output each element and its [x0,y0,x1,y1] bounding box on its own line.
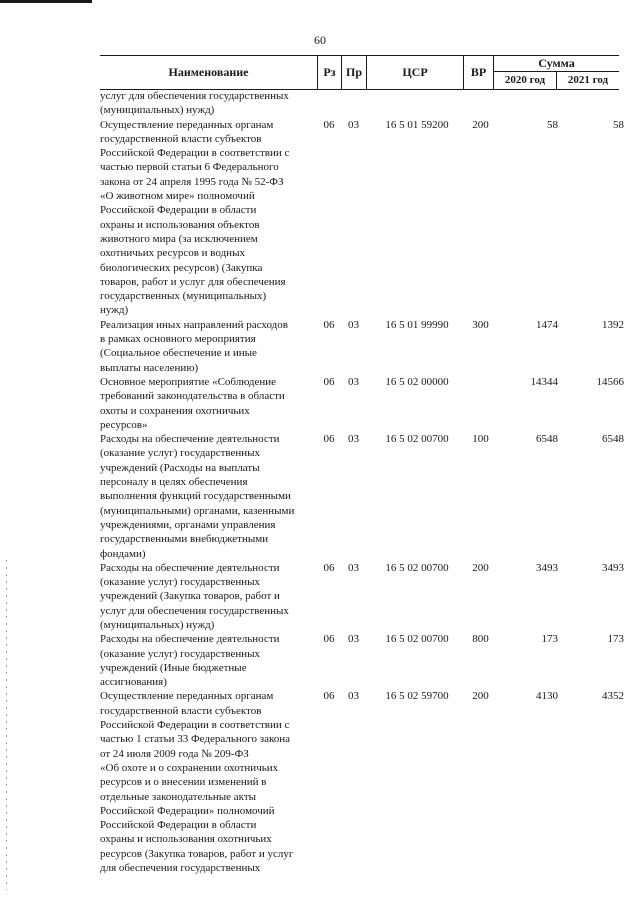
cell-2021: 58 [613,118,624,131]
name-line: нужд) [100,304,129,317]
table-row [100,89,624,118]
cell-2021: 6548 [602,433,624,446]
name-line: (оказание услуг) государственных [100,447,261,460]
name-line: ассигнования) [100,676,167,689]
name-line: закона от 24 апреля 1995 года № 52-ФЗ [100,175,284,188]
cell-csr: 16 5 02 00700 [385,433,449,446]
header-vr: ВР [463,56,493,89]
table-row [100,561,624,632]
cell-vr [468,375,493,432]
cell-vr: 300 [472,318,489,331]
cell-vr: 800 [472,633,489,646]
name-line: выплаты населению) [100,361,199,374]
name-line: государственной власти субъектов [100,132,262,145]
name-line: Российской Федерации в соответствии с [100,719,290,732]
name-line: учреждений (Расходы на выплаты [100,461,260,474]
name-line: биологических ресурсов) (Закупка [100,261,263,274]
cell-vr: 100 [472,433,489,446]
cell-pr: 03 [348,633,359,646]
name-line: Основное мероприятие «Соблюдение [100,375,277,388]
cell-name [100,118,317,318]
table-row [100,118,624,318]
cell-2021: 4352 [602,690,624,703]
cell-csr: 16 5 02 00700 [385,633,449,646]
header-sum [493,56,619,89]
header-year-2021: 2021 год [556,72,619,89]
cell-pr: 03 [348,690,359,703]
name-line: «Об охоте и о сохранении охотничьих [100,761,279,774]
cell-2021: 1392 [602,318,624,331]
name-line: товаров, работ и услуг для обеспечения [100,275,286,288]
cell-rz: 06 [323,318,335,331]
name-line: Расходы на обеспечение деятельности [100,561,280,574]
name-line: государственной власти субъектов [100,704,262,717]
name-line: Реализация иных направлений расходов [100,318,288,331]
name-line: Российской Федерации в области [100,819,257,832]
name-line: Расходы на обеспечение деятельности [100,433,280,446]
name-line: государственными внебюджетными [100,533,269,546]
name-line: учреждениями, органами управления [100,518,276,531]
name-line: «О животном мире» полномочий [100,190,255,203]
cell-vr: 200 [472,690,489,703]
header-name: Наименование [168,65,249,79]
table-row [100,318,624,375]
cell-name [100,318,317,375]
name-line: ресурсов» [100,418,148,431]
cell-csr: 16 5 01 59200 [385,118,449,131]
cell-vr: 200 [472,561,489,574]
name-line: отдельные законодательные акты [100,790,257,803]
cell-pr: 03 [348,561,359,574]
name-line: (оказание услуг) государственных [100,647,261,660]
name-line: фондами) [100,547,146,560]
name-line: услуг для обеспечения государственных [100,90,289,102]
name-line: требований законодательства в области [100,390,285,403]
cell-rz: 06 [323,561,335,574]
cell-rz [317,89,341,118]
name-line: животного мира (за исключением [100,232,258,245]
cell-name [100,89,317,118]
cell-2020: 6548 [536,433,558,446]
name-line: частью первой статьи 6 Федерального [100,161,279,174]
header-years [494,72,619,89]
cell-pr: 03 [348,375,359,388]
header-sum-label: Сумма [494,56,619,72]
name-line: Расходы на обеспечение деятельности [100,633,280,646]
name-line: (Социальное обеспечение и иные [100,347,257,360]
cell-2020: 14344 [530,375,558,388]
cell-rz: 06 [323,433,335,446]
name-line: охоты и сохранения охотничьих [100,404,250,417]
name-line: для обеспечения государственных [100,862,261,875]
cell-name [100,375,317,432]
name-line: Осуществление переданных органам [100,118,274,131]
cell-2020: 4130 [536,690,558,703]
cell-vr: 200 [472,118,489,131]
header-year-2020: 2020 год [504,74,546,86]
cell-pr: 03 [348,118,359,131]
cell-csr: 16 5 02 59700 [385,690,449,703]
cell-csr: 16 5 02 00000 [385,375,449,388]
name-line: учреждений (Иные бюджетные [100,661,247,674]
scan-mark [0,0,92,3]
name-line: в рамках основного мероприятия [100,333,256,346]
cell-csr [366,89,468,118]
name-line: Российской Федерации в соответствии с [100,147,290,160]
cell-2020: 58 [547,118,558,131]
table-body [100,89,624,875]
name-line: (оказание услуг) государственных [100,576,261,589]
cell-rz: 06 [323,118,335,131]
cell-name [100,561,317,632]
table-header [100,55,619,90]
name-line: (муниципальных) нужд) [100,104,215,117]
cell-name [100,432,317,561]
cell-pr: 03 [348,433,359,446]
cell-rz: 06 [323,375,335,388]
name-line: (муниципальными) органами, казенными [100,504,295,517]
cell-2021 [558,89,624,118]
cell-2020: 173 [541,633,558,646]
name-line: государственных (муниципальных) [100,290,267,303]
header-pr: Пр [341,56,366,89]
name-line: Осуществление переданных органам [100,690,274,703]
cell-pr: 03 [348,318,359,331]
cell-2020: 1474 [536,318,558,331]
name-line: выполнения функций государственными [100,490,291,503]
cell-2020: 3493 [536,561,558,574]
name-line: ресурсов и о внесении изменений в [100,776,267,789]
cell-rz: 06 [323,690,335,703]
name-line: учреждений (Закупка товаров, работ и [100,590,280,603]
table-row [100,632,624,689]
name-line: охраны и использования охотничьих [100,833,272,846]
cell-2021: 173 [607,633,624,646]
scan-edge-artifact [6,560,7,890]
cell-csr: 16 5 02 00700 [385,561,449,574]
name-line: охотничьих ресурсов и водных [100,247,245,260]
table-row [100,375,624,432]
name-line: (муниципальных) нужд) [100,618,215,631]
table-row [100,432,624,561]
cell-2020 [493,89,558,118]
cell-2021: 3493 [602,561,624,574]
cell-2021: 14566 [596,375,624,388]
header-csr: ЦСР [366,56,463,89]
name-line: персоналу в целях обеспечения [100,476,248,489]
cell-pr [341,89,366,118]
name-line: Российской Федерации в области [100,204,257,217]
cell-name [100,689,317,875]
header-rz: Рз [317,56,341,89]
page-number: 60 [314,33,326,47]
name-line: ресурсов (Закупка товаров, работ и услуг [100,847,294,860]
name-line: от 24 июля 2009 года № 209-ФЗ [100,747,249,760]
name-line: охраны и использования объектов [100,218,260,231]
cell-rz: 06 [323,633,335,646]
table-row [100,689,624,875]
cell-vr [468,89,493,118]
cell-name [100,632,317,689]
name-line: услуг для обеспечения государственных [100,604,289,617]
name-line: частью 1 статьи 33 Федерального закона [100,733,291,746]
cell-csr: 16 5 01 99990 [385,318,449,331]
name-line: Российской Федерации» полномочий [100,804,275,817]
